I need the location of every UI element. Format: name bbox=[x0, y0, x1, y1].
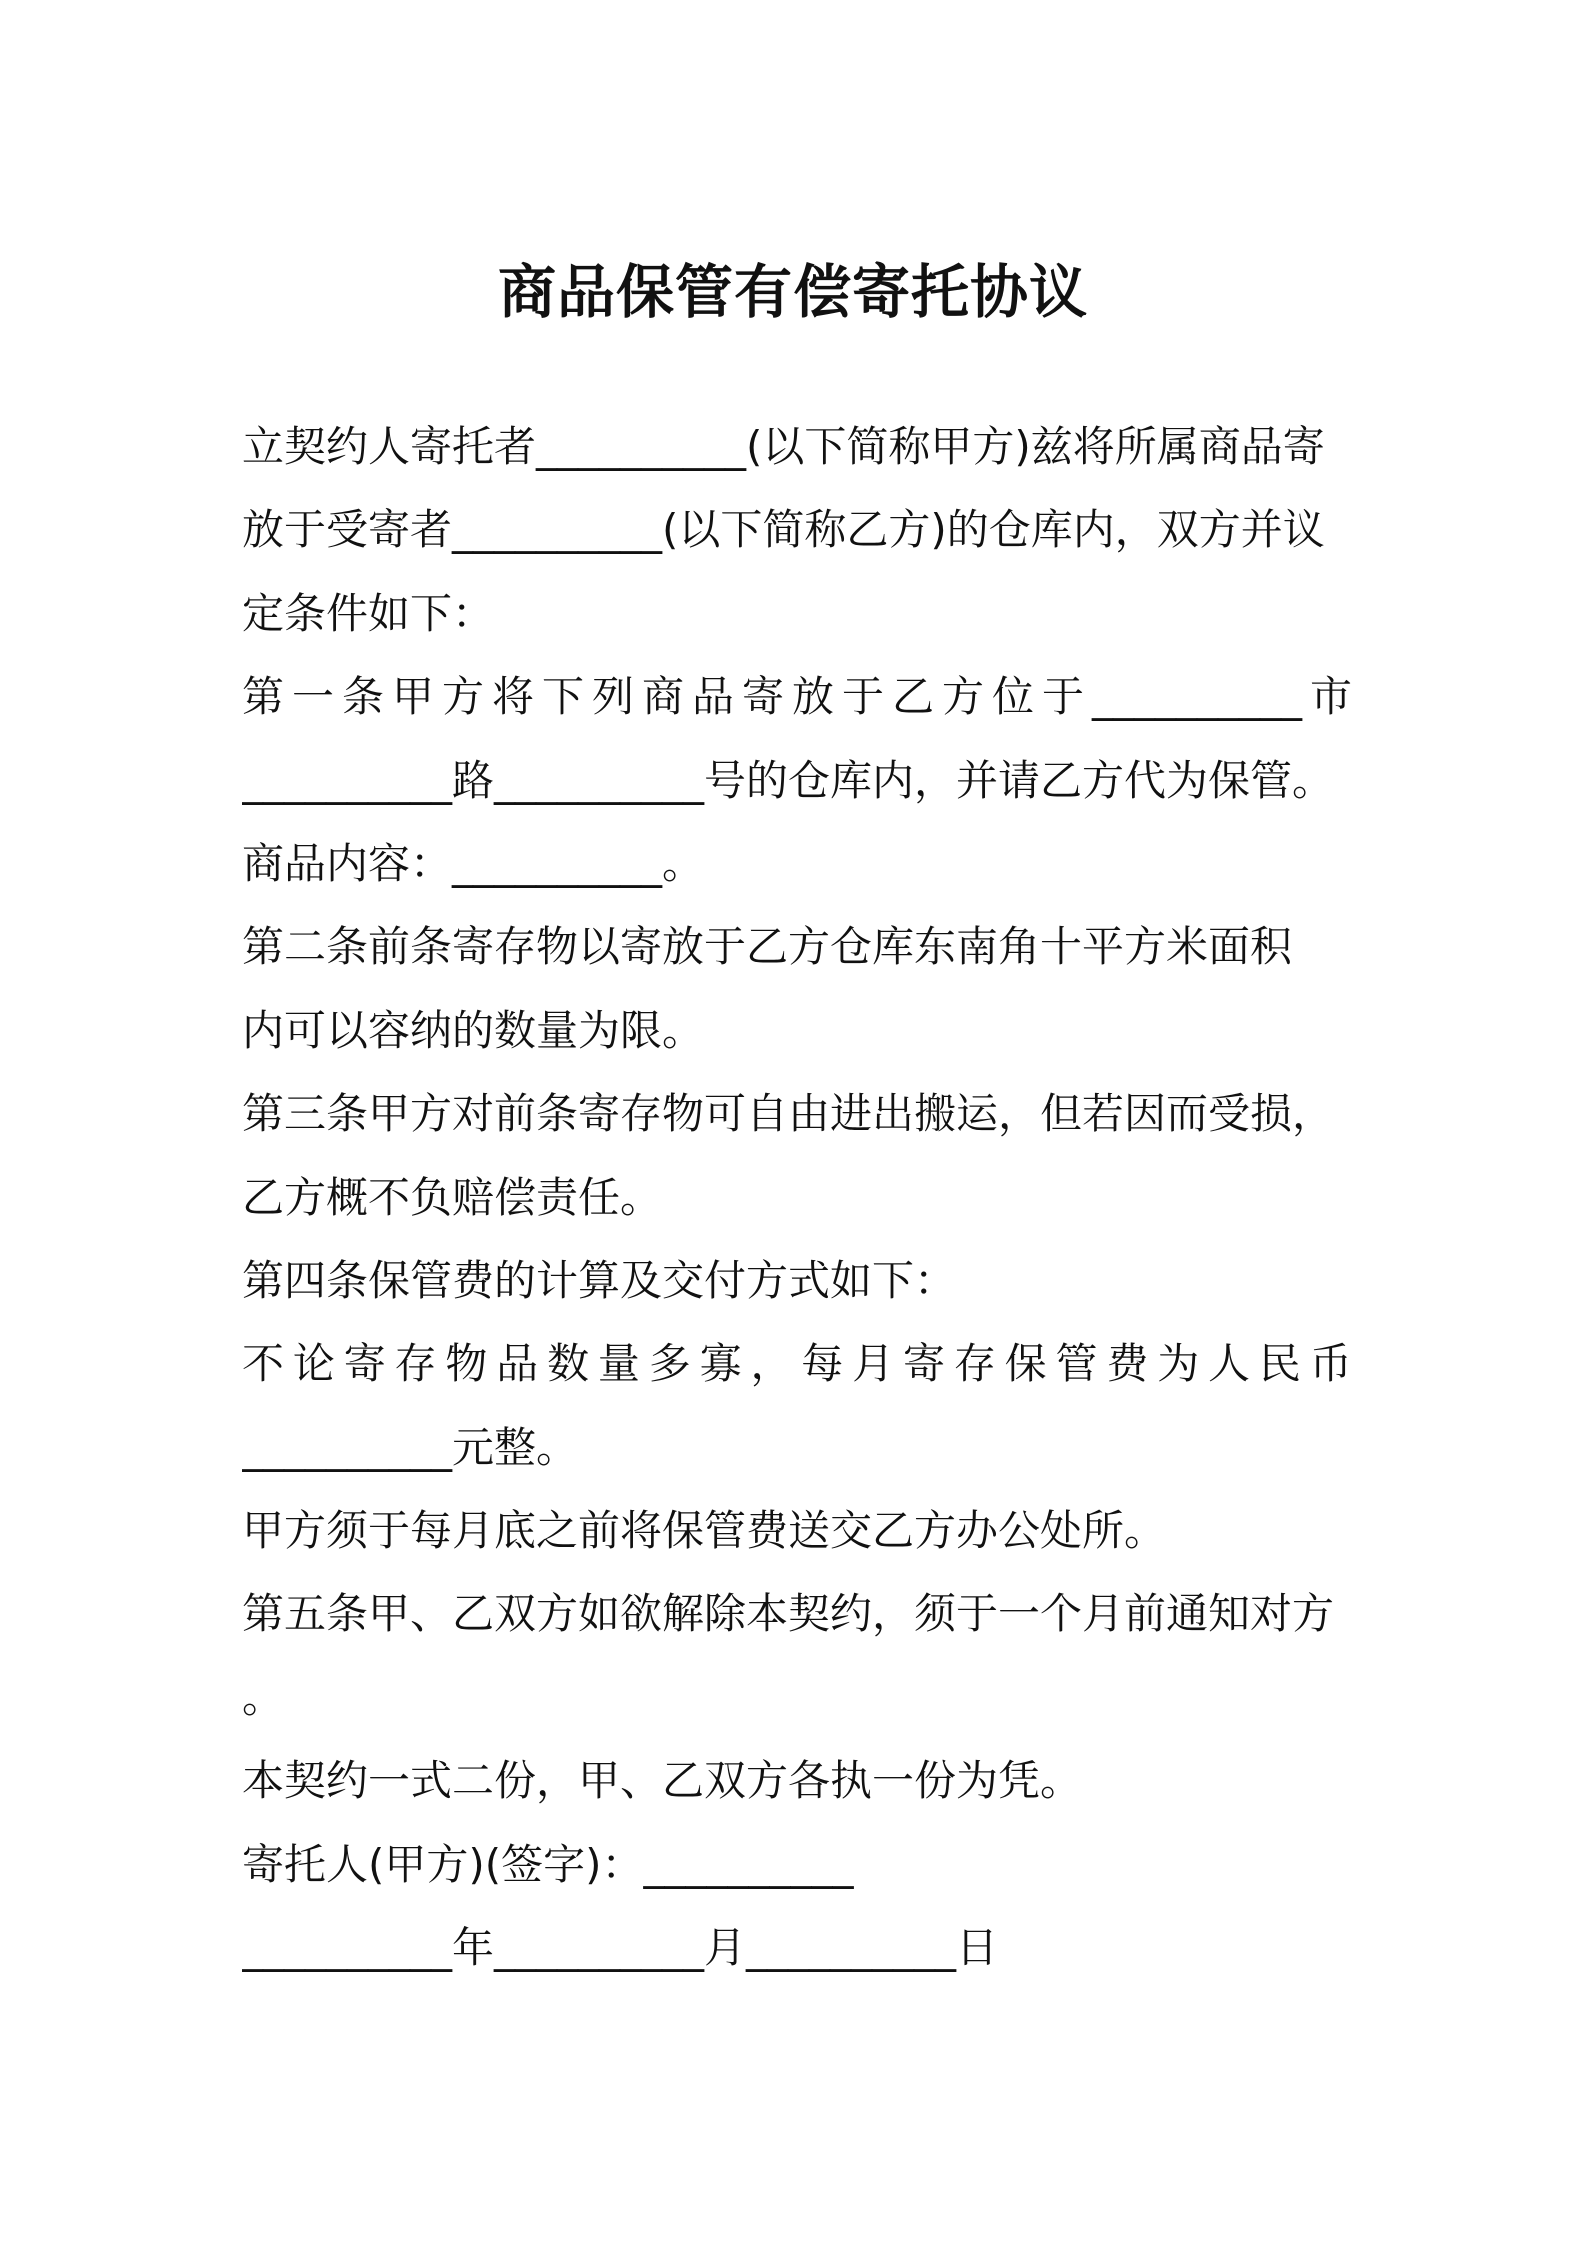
signature-line: 寄托人(甲方)(签字)：__________ bbox=[242, 1839, 854, 1889]
article-5-line-1: 第五条甲、乙双方如欲解除本契约，须于一个月前通知对方 bbox=[242, 1589, 1335, 1639]
document-body bbox=[242, 405, 1352, 1989]
document-title: 商品保管有偿寄托协议 bbox=[497, 258, 1088, 326]
paragraph-line-2: 放于受寄者__________(以下简称乙方)的仓库内，双方并议 bbox=[242, 505, 1325, 555]
payment-line: 甲方须于每月底之前将保管费送交乙方办公处所。 bbox=[242, 1506, 1167, 1556]
article-3-line-2: 乙方概不负赔偿责任。 bbox=[242, 1172, 663, 1222]
article-1-line-2: __________路__________号的仓库内，并请乙方代为保管。 bbox=[242, 755, 1335, 805]
article-1-line-1: 第 一 条 甲 方 将 下 列 商 品 寄 放 于 乙 方 位 于 __________ 市 bbox=[242, 672, 1352, 722]
article-5-line-2: 。 bbox=[242, 1672, 285, 1722]
date-line: __________年__________月__________日 bbox=[242, 1923, 999, 1973]
paragraph-line-1: 立契约人寄托者__________(以下简称甲方)兹将所属商品寄 bbox=[242, 422, 1325, 471]
fee-line-2: __________元整。 bbox=[242, 1422, 579, 1472]
paragraph-line-3: 定条件如下： bbox=[242, 588, 495, 638]
article-4-heading: 第四条保管费的计算及交付方式如下： bbox=[242, 1255, 957, 1305]
goods-content-line: 商品内容：__________。 bbox=[242, 838, 705, 888]
article-2-line-2: 内可以容纳的数量为限。 bbox=[242, 1005, 705, 1055]
article-2-line-1: 第二条前条寄存物以寄放于乙方仓库东南角十平方米面积 bbox=[242, 922, 1293, 972]
copies-line: 本契约一式二份，甲、乙双方各执一份为凭。 bbox=[242, 1756, 1083, 1806]
fee-line-1: 不 论 寄 存 物 品 数 量 多 寡 ， 每 月 寄 存 保 管 费 为 人 民 币 bbox=[242, 1339, 1352, 1389]
article-3-line-1: 第三条甲方对前条寄存物可自由进出搬运，但若因而受损， bbox=[242, 1089, 1335, 1139]
